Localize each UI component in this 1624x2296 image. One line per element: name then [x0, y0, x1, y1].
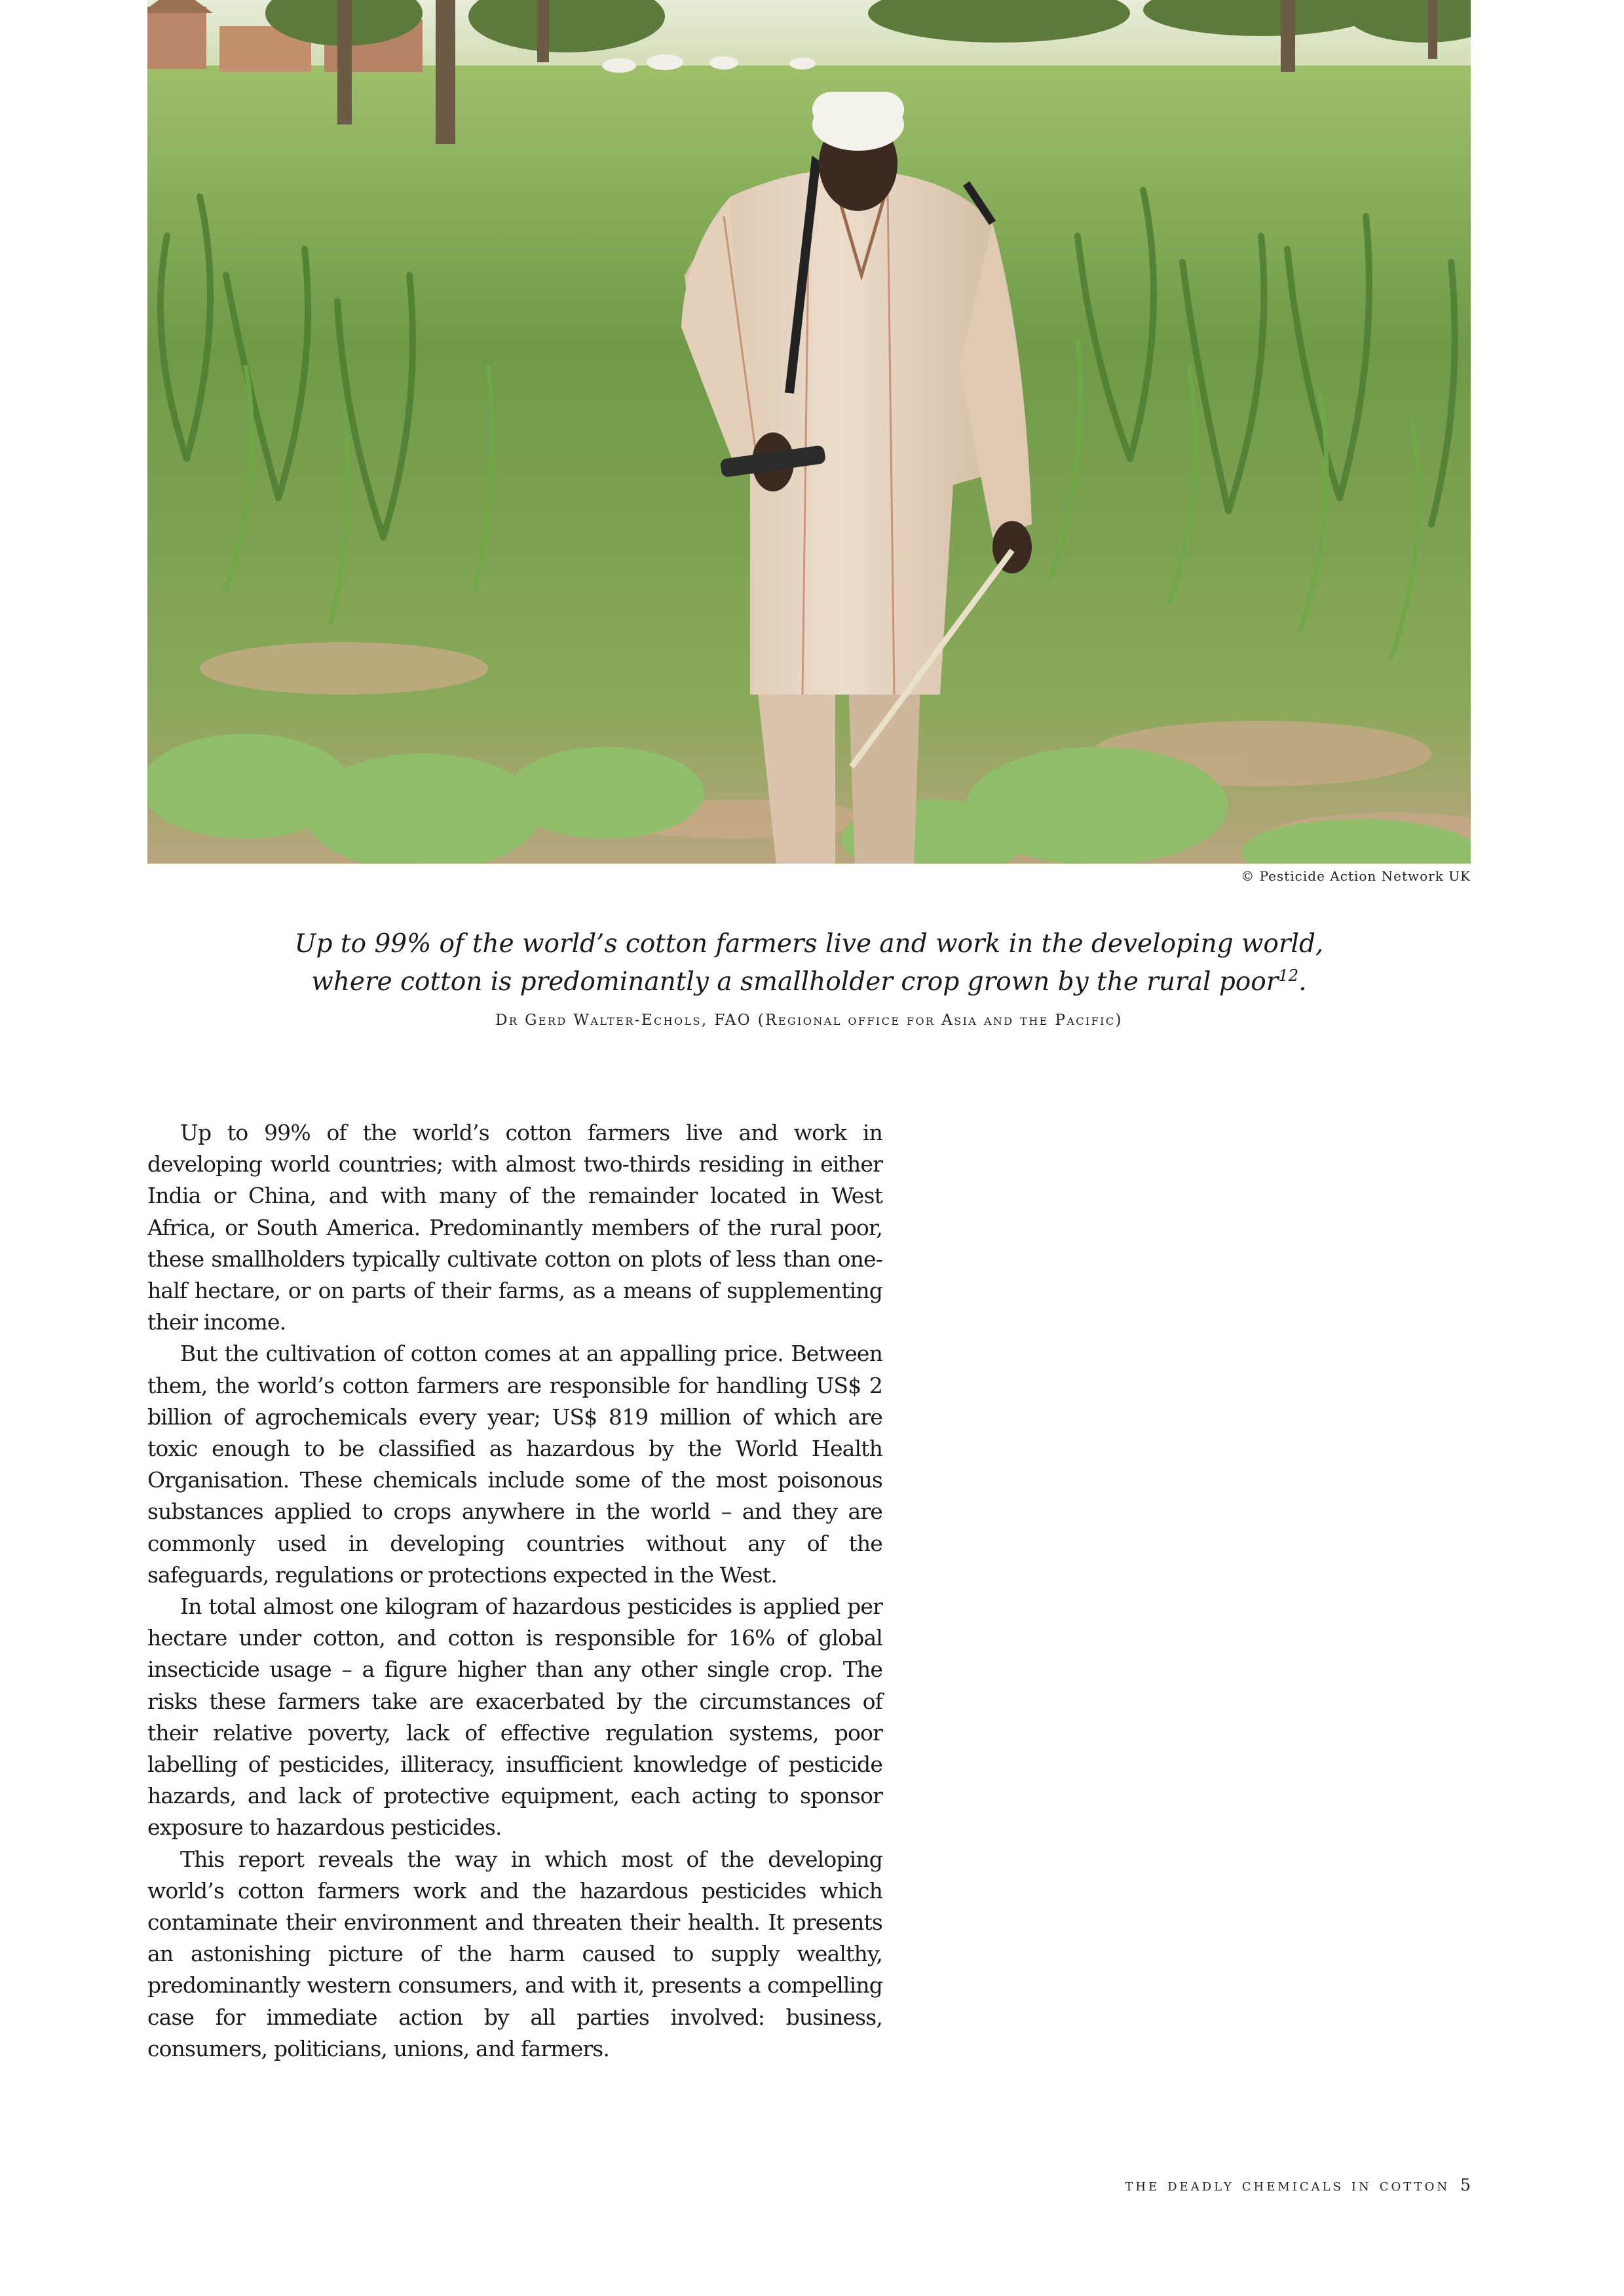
- body-paragraph: In total almost one kilogram of hazardous pesticides is applied per hectare under cotton, and cotton is responsible for 16% of global insecticide usage – a figure higher than any other single crop. The risks these farmers take are exacerbated by the circumstances of their relative poverty, lack of effective regulation systems, poor labelling of pesticides, illiteracy, insufficient knowledge of pesticide hazards, and lack of protective equipment, each acting to sponsor exposure to hazardous pesticides.: [147, 1594, 882, 1841]
- farmer-spraying-field-image: [147, 0, 1471, 864]
- pull-quote-line-2: [147, 963, 1471, 1001]
- body-paragraph: But the cultivation of cotton comes at an appalling price. Between them, the world’s cotton farmers are responsible for handling US$ 2 billion of agrochemicals every year; US$ 819 million of which are toxic enough to be classified as hazardous by the World Health Organisation. These chemicals include some of the most poisonous substances applied to crops anywhere in the world – and they are commonly used in developing countries without any of the safeguards, regulations or protections expected in the West.: [147, 1341, 882, 1588]
- cotton-farmer-photo: [147, 0, 1471, 864]
- body-paragraph: Up to 99% of the world’s cotton farmers live and work in developing world countries; with almost two-thirds residing in either India or China, and with many of the remainder located in West Africa, or South America. Predominantly members of the rural poor, these smallholders typically cultivate cotton on plots of less than one-half hectare, or on parts of their farms, as a means of supplementing their income.: [147, 1120, 882, 1335]
- pull-quote: [147, 925, 1471, 1029]
- page-footer: [1125, 2175, 1471, 2194]
- pull-quote-line-2-end: .: [1298, 967, 1307, 997]
- photo-credit: © Pesticide Action Network UK: [1241, 868, 1471, 884]
- body-text-column: [147, 1117, 882, 2065]
- pull-quote-line-2-text: where cotton is predominantly a smallholder crop grown by the rural poor: [311, 967, 1279, 997]
- pull-quote-line-1: Up to 99% of the world’s cotton farmers live and work in the developing world,: [294, 929, 1324, 959]
- pull-quote-text: [147, 925, 1471, 1001]
- body-paragraph: This report reveals the way in which most of the developing world’s cotton farmers work and the hazardous pesticides which contaminate their environment and threaten their health. It presents an astonishing picture of the harm caused to supply wealthy, predominantly western consumers, and with it, presents a compelling case for immediate action by all parties involved: business, consumers, politicians, unions, and farmers.: [147, 1846, 882, 2061]
- footnote-reference: 12: [1278, 966, 1299, 985]
- page-number: 5: [1460, 2175, 1471, 2194]
- pull-quote-attribution: Dr Gerd Walter-Echols, FAO (Regional office for Asia and the Pacific): [495, 1012, 1123, 1029]
- running-title: the deadly chemicals in cotton: [1125, 2175, 1450, 2194]
